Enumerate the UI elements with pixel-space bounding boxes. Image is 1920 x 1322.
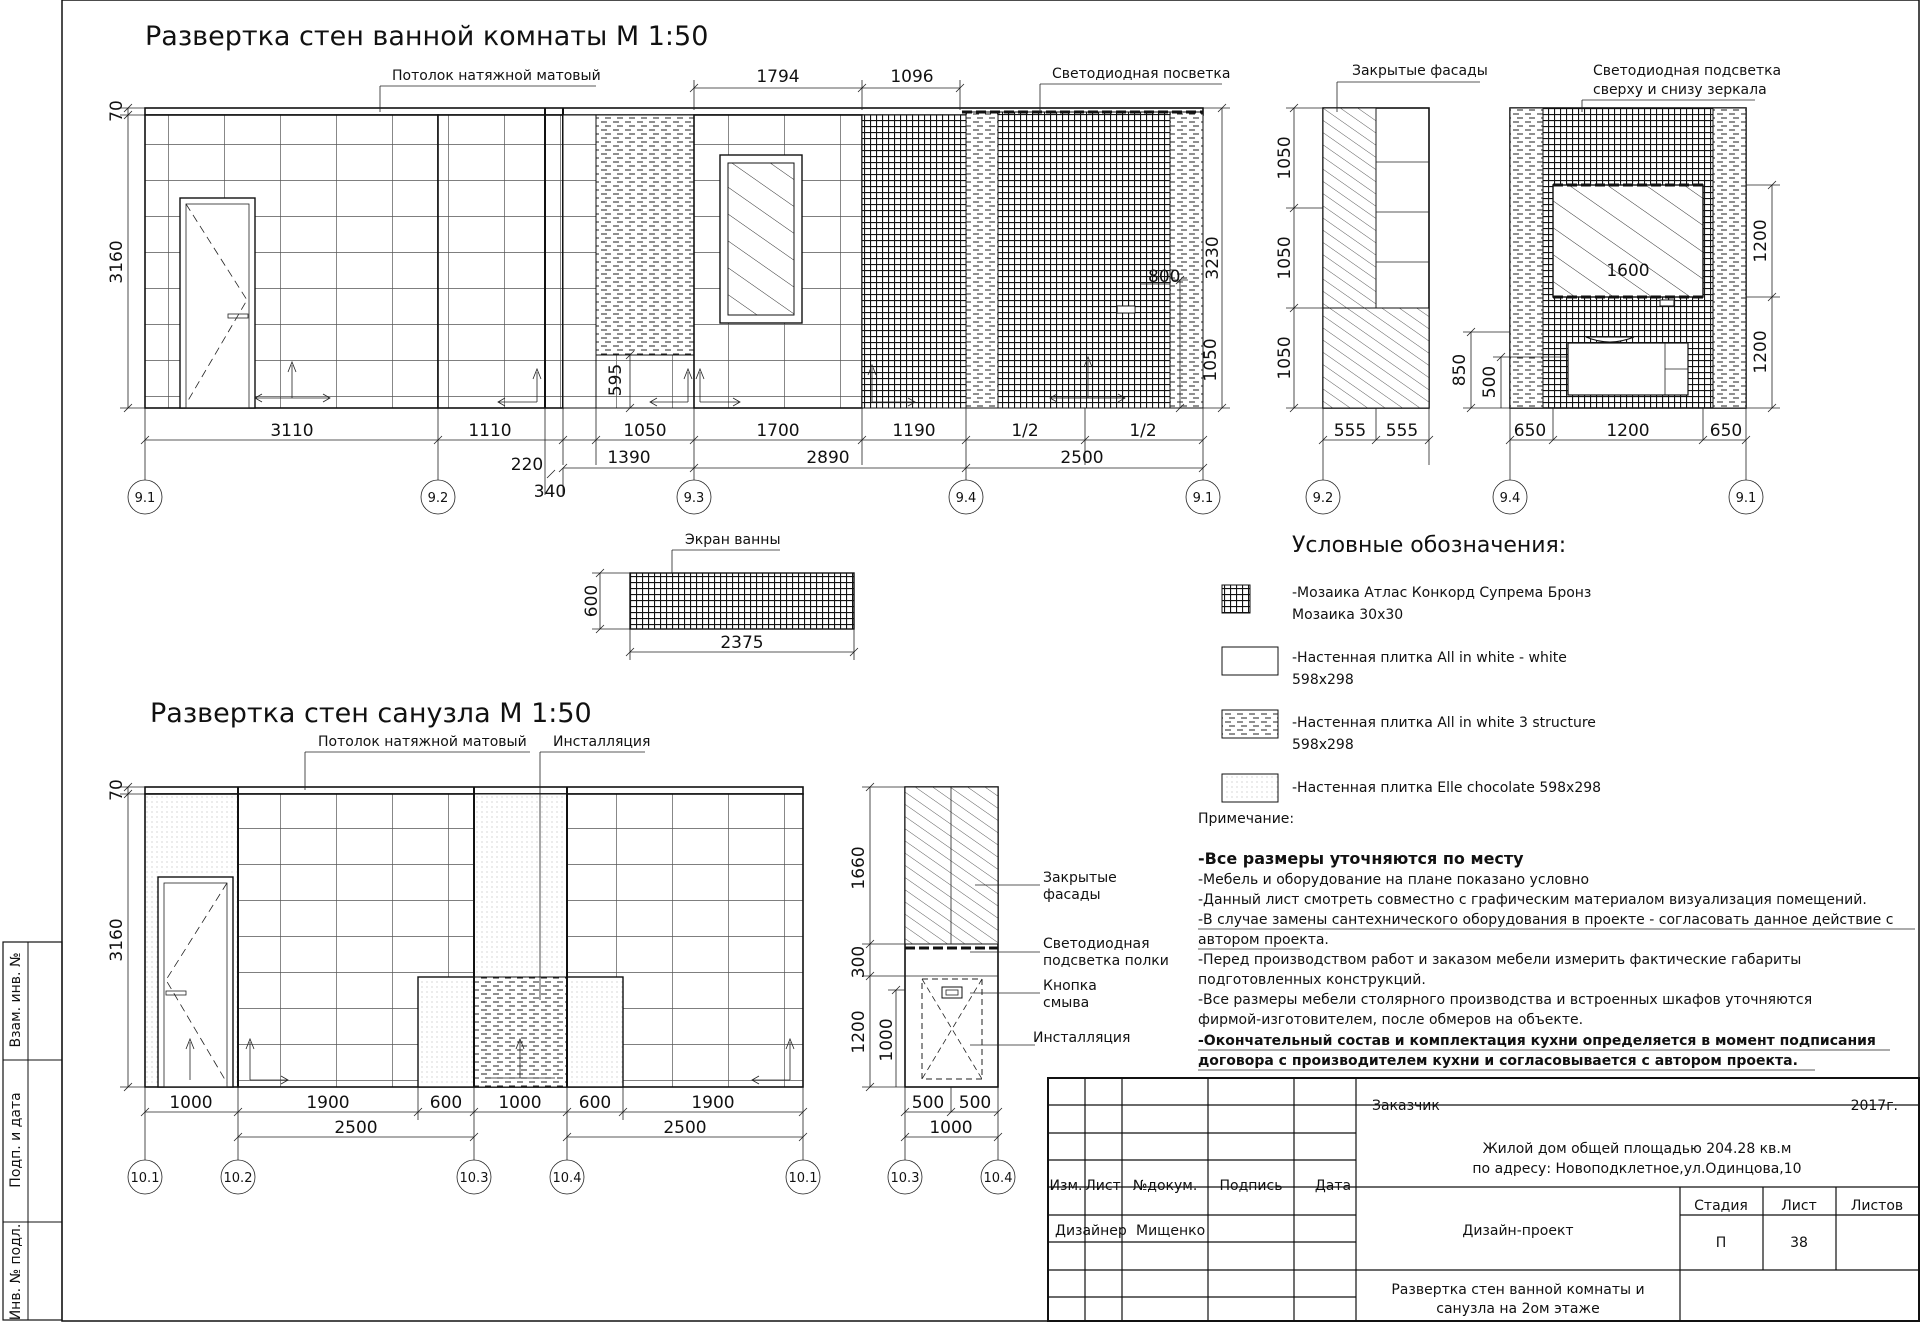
- bathroom-dim-b2-2890: 2890: [806, 448, 850, 468]
- wc-dim-b1-0: 1000: [169, 1093, 213, 1113]
- stamp-name: Мищенко: [1136, 1223, 1206, 1239]
- bathroom-mirror-dim-500: 500: [1480, 365, 1500, 399]
- stamp-col-date: Дата: [1314, 1178, 1352, 1194]
- legend-swatch-mosaic: [1222, 585, 1250, 613]
- bathroom-mirror-dim-1200a: 1200: [1751, 219, 1771, 263]
- legend: [1198, 533, 1915, 1070]
- stamp-role: Дизайнер: [1055, 1223, 1127, 1239]
- stamp-drawing-1: Развертка стен ванной комнаты и: [1391, 1282, 1645, 1298]
- bathroom-ceiling-label: Потолок натяжной матовый: [392, 68, 601, 84]
- wc-side-axis-1: 10.3: [890, 1171, 920, 1186]
- wc-dim-b1-3: 1000: [498, 1093, 542, 1113]
- bathroom-mirror-axis-2: 9.1: [1735, 491, 1757, 506]
- bathroom-axis-4: 9.4: [955, 491, 977, 506]
- wc-axis-2: 10.2: [223, 1171, 253, 1186]
- note-6: -Перед производством работ и заказом мебели измерить фактические габариты: [1198, 952, 1802, 968]
- legend-item-2-line1: -Настенная плитка All in white - white: [1292, 650, 1567, 666]
- bathroom-side-axis: 9.2: [1312, 491, 1334, 506]
- bathroom-axis-1: 9.1: [134, 491, 156, 506]
- wc-ceiling-label: Потолок натяжной матовый: [318, 734, 527, 750]
- wc-side-dim-b1: 500: [911, 1093, 945, 1113]
- wc-side-dim-300: 300: [849, 945, 869, 979]
- wc-side-label-6: смыва: [1043, 995, 1090, 1011]
- wc-dim-b1-2: 600: [429, 1093, 463, 1113]
- bathroom-axis-3: 9.3: [683, 491, 705, 506]
- wc-dim-b2-0: 2500: [334, 1118, 378, 1138]
- stamp-col-change: Изм.: [1049, 1178, 1083, 1194]
- bathroom-dim-right-3230: 3230: [1203, 236, 1223, 280]
- wc-side-label-1: Закрытые: [1043, 870, 1117, 886]
- legend-item-1-line1: -Мозаика Атлас Конкорд Супрема Бронз: [1292, 585, 1592, 601]
- wc-elevation: [145, 787, 803, 1087]
- legend-swatch-white: [1222, 647, 1278, 675]
- bathroom-mirror-dim-b2: 1200: [1606, 421, 1650, 441]
- bath-screen-dim-2375: 2375: [720, 633, 764, 653]
- bathroom-side-dim-b2: 555: [1385, 421, 1419, 441]
- bathroom-mirror-dim-1200b: 1200: [1751, 330, 1771, 374]
- wc-side-dim-b2: 500: [958, 1093, 992, 1113]
- stamp-object-2: по адресу: Новоподклетное,ул.Одинцова,10: [1472, 1161, 1802, 1177]
- note-heading: Примечание:: [1198, 811, 1295, 827]
- bathroom-dim-800: 800: [1148, 267, 1181, 287]
- legend-item-4-line1: -Настенная плитка Elle chocolate 598х298: [1292, 780, 1602, 796]
- legend-item-3-line1: -Настенная плитка All in white 3 structure: [1292, 715, 1596, 731]
- stamp-stage-header: Стадия: [1694, 1198, 1748, 1214]
- note-11: договора с производителем кухни и согласовывается с автором проекта.: [1198, 1053, 1798, 1069]
- bathroom-dim-b1-4: 1190: [892, 421, 936, 441]
- bathroom-dim-b2-2500: 2500: [1060, 448, 1104, 468]
- note-3: -Данный лист смотреть совместно с графическим материалом визуализация помещений.: [1198, 892, 1867, 908]
- note-9: фирмой-изготовителем, после обмеров на объекте.: [1198, 1012, 1584, 1028]
- bathroom-elevation: [145, 108, 1203, 408]
- bathroom-mirror-dim-b3: 650: [1709, 421, 1743, 441]
- wc-title: Развертка стен санузла М 1:50: [150, 698, 592, 729]
- bathroom-dim-340: 340: [533, 482, 567, 502]
- wc-side-label-2: фасады: [1043, 887, 1101, 903]
- legend-swatch-structure: [1222, 710, 1278, 738]
- wc-installation-label: Инсталляция: [553, 734, 651, 750]
- bathroom-dim-top-1: 1794: [756, 67, 800, 87]
- stamp-year: 2017г.: [1850, 1098, 1898, 1114]
- bathroom-closed-facades: [1323, 108, 1429, 408]
- note-2: -Мебель и оборудование на плане показано условно: [1198, 872, 1590, 888]
- bathroom-dim-b1-5: 1/2: [1011, 421, 1039, 441]
- bathroom-axis-2: 9.2: [427, 491, 449, 506]
- legend-item-1-line2: Мозаика 30х30: [1292, 607, 1404, 623]
- bathroom-closed-facades-label: Закрытые фасады: [1352, 63, 1488, 79]
- bathroom-mirror-dim-1600: 1600: [1606, 261, 1650, 281]
- side-stamp-inv: Инв. № подл.: [8, 1223, 24, 1321]
- bathroom-side-dim-2: 1050: [1275, 236, 1295, 280]
- bathroom-mirror-dim-b1: 650: [1513, 421, 1547, 441]
- wc-side-label-5: Кнопка: [1043, 978, 1097, 994]
- side-stamp: [3, 942, 62, 1320]
- bathroom-axis-5: 9.1: [1192, 491, 1214, 506]
- bathroom-mirror-led-label-1: Светодиодная подсветка: [1593, 63, 1782, 79]
- wc-dim-b1-1: 1900: [306, 1093, 350, 1113]
- bathroom-title: Развертка стен ванной комнаты М 1:50: [145, 21, 709, 52]
- wc-side-dim-1000: 1000: [877, 1018, 897, 1062]
- stamp-sheet-header: Лист: [1781, 1198, 1817, 1214]
- bathroom-dim-b2-1390: 1390: [607, 448, 651, 468]
- bathroom-dim-left-3160: 3160: [107, 240, 127, 284]
- bathroom-dim-b2-220: 220: [510, 455, 544, 475]
- bathroom-dim-b1-0: 3110: [270, 421, 314, 441]
- legend-item-3-line2: 598х298: [1292, 737, 1354, 753]
- note-4: -В случае замены сантехнического оборудования в проекте - согласовать данное действие с: [1198, 912, 1894, 928]
- bathroom-dim-b1-1: 1110: [468, 421, 512, 441]
- stamp-col-sign: Подпись: [1219, 1178, 1283, 1194]
- bathroom-dim-595: 595: [606, 363, 626, 397]
- bathroom-led-label: Светодиодная посветка: [1052, 66, 1231, 82]
- wc-side-label-3: Светодиодная: [1043, 936, 1150, 952]
- bathroom-dim-b1-2: 1050: [623, 421, 667, 441]
- legend-item-2-line2: 598х298: [1292, 672, 1354, 688]
- bath-screen-label: Экран ванны: [685, 532, 781, 548]
- wc-side-axis-2: 10.4: [983, 1171, 1013, 1186]
- stamp-col-sheet: Лист: [1085, 1178, 1121, 1194]
- bathroom-mirror-axis-1: 9.4: [1499, 491, 1521, 506]
- bathroom-dim-right-1050: 1050: [1201, 338, 1221, 382]
- bathroom-mirror-dim-850: 850: [1450, 353, 1470, 387]
- wc-dim-b2-1: 2500: [663, 1118, 707, 1138]
- legend-swatch-chocolate: [1222, 774, 1278, 802]
- wc-axis-5: 10.1: [788, 1171, 818, 1186]
- wc-side-elevation: [905, 787, 998, 1087]
- wc-dim-b1-5: 1900: [691, 1093, 735, 1113]
- note-1: -Все размеры уточняются по месту: [1198, 849, 1524, 868]
- side-stamp-replace: Взам. инв. №: [8, 952, 24, 1048]
- bathroom-dim-b1-6: 1/2: [1129, 421, 1157, 441]
- bath-screen: [630, 573, 854, 629]
- stamp-customer: Заказчик: [1372, 1098, 1440, 1114]
- stamp-sheets-header: Листов: [1850, 1198, 1904, 1214]
- stamp-project: Дизайн-проект: [1462, 1223, 1574, 1239]
- note-7: подготовленных конструкций.: [1198, 972, 1426, 988]
- wc-dim-left-70: 70: [107, 779, 127, 801]
- bathroom-dim-b1-3: 1700: [756, 421, 800, 441]
- legend-title: Условные обозначения:: [1292, 533, 1567, 558]
- stamp-sheet-no: 38: [1790, 1235, 1808, 1251]
- wc-side-dim-b3: 1000: [929, 1118, 973, 1138]
- bathroom-side-dim-b1: 555: [1333, 421, 1367, 441]
- wc-side-label-7: Инсталляция: [1033, 1030, 1131, 1046]
- wc-side-dim-1200: 1200: [849, 1010, 869, 1054]
- note-8: -Все размеры мебели столярного производства и встроенных шкафов уточняются: [1198, 992, 1813, 1008]
- wc-axis-3: 10.3: [459, 1171, 489, 1186]
- wc-dim-left-3160: 3160: [107, 918, 127, 962]
- wc-side-dim-1660: 1660: [849, 846, 869, 890]
- note-5: автором проекта.: [1198, 932, 1329, 948]
- stamp-object-1: Жилой дом общей площадью 204.28 кв.м: [1482, 1141, 1792, 1157]
- side-stamp-sign-date: Подп. и дата: [8, 1092, 24, 1188]
- bathroom-mirror-elevation: [1510, 108, 1746, 408]
- wc-axis-4: 10.4: [552, 1171, 582, 1186]
- bathroom-dim-top-2: 1096: [890, 67, 934, 87]
- wc-dim-b1-4: 600: [578, 1093, 612, 1113]
- bath-screen-dim-600: 600: [582, 584, 602, 618]
- stamp-stage: П: [1715, 1235, 1727, 1251]
- bathroom-dim-left-70: 70: [107, 100, 127, 122]
- stamp-col-doc: №докум.: [1132, 1178, 1198, 1194]
- bathroom-mirror-led-label-2: сверху и снизу зеркала: [1593, 82, 1767, 98]
- wc-axis-1: 10.1: [130, 1171, 160, 1186]
- note-10: -Окончательный состав и комплектация кухни определяется в момент подписания: [1198, 1033, 1876, 1049]
- bathroom-side-dim-3: 1050: [1275, 336, 1295, 380]
- wc-side-label-4: подсветка полки: [1043, 953, 1169, 969]
- stamp-drawing-2: санузла на 2ом этаже: [1436, 1301, 1600, 1317]
- bathroom-side-dim-1: 1050: [1275, 136, 1295, 180]
